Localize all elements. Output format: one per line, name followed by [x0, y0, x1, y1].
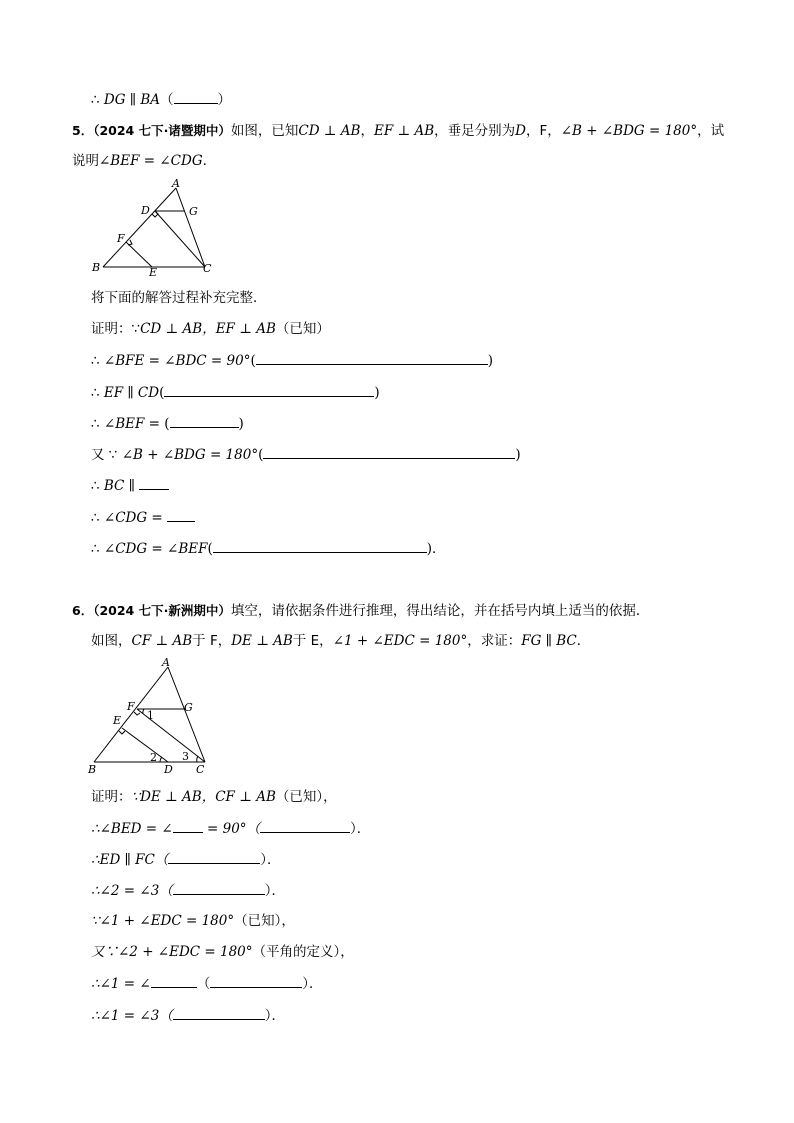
angle-3-arc: [197, 756, 198, 762]
q5-step-2: ∴ EF ∥ CD( ): [91, 385, 380, 401]
label-b: B: [92, 261, 101, 274]
answer-blank[interactable]: [263, 445, 515, 459]
q6-step-2: ∴ED ∥ FC（ ）．: [91, 852, 281, 868]
answer-blank[interactable]: [173, 881, 265, 895]
q6-proof-given: 证明：∵DE ⊥ AB，CF ⊥ AB（已知），: [91, 789, 337, 805]
segment-ed: [122, 728, 168, 762]
answer-blank[interactable]: [139, 476, 169, 490]
question-6-statement: 6．（2024 七下·新洲期中）填空，请依据条件进行推理，得出结论，并在括号内填上适当的依据．: [72, 603, 650, 619]
question-6-figure: [86, 655, 216, 777]
segment-ac: [176, 188, 205, 267]
q5-step-3: ∴ ∠BEF = ( ): [91, 416, 244, 432]
q6-step-7: ∴∠1 = ∠3（ ）．: [91, 1008, 286, 1024]
answer-blank[interactable]: [168, 850, 260, 864]
label-e: E: [113, 714, 122, 727]
label-a: A: [172, 177, 180, 190]
label-angle-2: 2: [150, 751, 157, 764]
angle-2-arc: [160, 757, 162, 762]
right-angle-mark-e: [119, 731, 125, 734]
label-f: F: [127, 700, 135, 713]
q5-step-5: ∴ BC ∥: [91, 476, 169, 495]
label-e: E: [149, 266, 158, 279]
answer-blank[interactable]: [151, 974, 197, 988]
label-f: F: [117, 232, 125, 245]
question-5-intro: 将下面的解答过程补充完整．: [91, 290, 267, 306]
segment-fe: [126, 242, 152, 267]
label-angle-1: 1: [147, 709, 154, 722]
answer-blank[interactable]: [210, 974, 302, 988]
answer-blank[interactable]: [174, 90, 218, 104]
question-5-statement-line2: 说明∠BEF = ∠CDG．: [72, 153, 217, 169]
q5-step-1: ∴ ∠BFE = ∠BDC = 90°( ): [91, 353, 494, 369]
label-g: G: [184, 701, 193, 714]
label-a: A: [162, 656, 170, 669]
q5-proof-given: 证明：∵CD ⊥ AB，EF ⊥ AB（已知）: [91, 321, 330, 337]
answer-blank[interactable]: [167, 508, 195, 522]
question-5-figure: [88, 176, 223, 280]
angle-1-arc: [143, 709, 144, 714]
answer-blank[interactable]: [173, 1006, 265, 1020]
previous-conclusion-line: ∴ DG ∥ BA（ ）: [91, 92, 231, 108]
question-6-statement-line2: 如图，CF ⊥ AB于 F，DE ⊥ AB于 E，∠1 + ∠EDC = 180°，求证：FG ∥ BC．: [91, 633, 591, 649]
right-angle-mark-f: [134, 712, 140, 715]
answer-blank[interactable]: [213, 539, 427, 553]
label-angle-3: 3: [182, 750, 189, 763]
answer-blank[interactable]: [173, 819, 203, 833]
label-c: C: [203, 262, 212, 275]
label-b: B: [88, 763, 97, 776]
segment-ab: [94, 667, 168, 762]
q6-step-4: ∵∠1 + ∠EDC = 180°（已知），: [91, 913, 295, 929]
label-d: D: [164, 763, 173, 776]
label-c: C: [196, 763, 205, 776]
q5-step-7: ∴ ∠CDG = ∠BEF( )．: [91, 541, 446, 557]
q6-step-1: ∴∠BED = ∠ = 90°（ ）．: [91, 821, 371, 837]
question-5-statement: 5．（2024 七下·诸暨期中）如图，已知CD ⊥ AB，EF ⊥ AB，垂足分别为D，F，∠B + ∠BDG = 180°，试: [72, 123, 725, 139]
answer-blank[interactable]: [256, 351, 488, 365]
label-d: D: [141, 204, 150, 217]
q5-step-4: 又 ∵ ∠B + ∠BDG = 180°( ): [91, 447, 521, 463]
answer-blank[interactable]: [164, 383, 374, 397]
answer-blank[interactable]: [260, 819, 350, 833]
q6-step-5: 又∵∠2 + ∠EDC = 180°（平角的定义），: [91, 944, 354, 960]
label-g: G: [189, 205, 198, 218]
segment-cd: [155, 211, 205, 267]
q5-step-6: ∴ ∠CDG =: [91, 508, 195, 527]
answer-blank[interactable]: [170, 414, 239, 428]
q6-step-6: ∴∠1 = ∠ （ ）．: [91, 976, 323, 992]
q6-step-3: ∴∠2 = ∠3（ ）．: [91, 883, 286, 899]
